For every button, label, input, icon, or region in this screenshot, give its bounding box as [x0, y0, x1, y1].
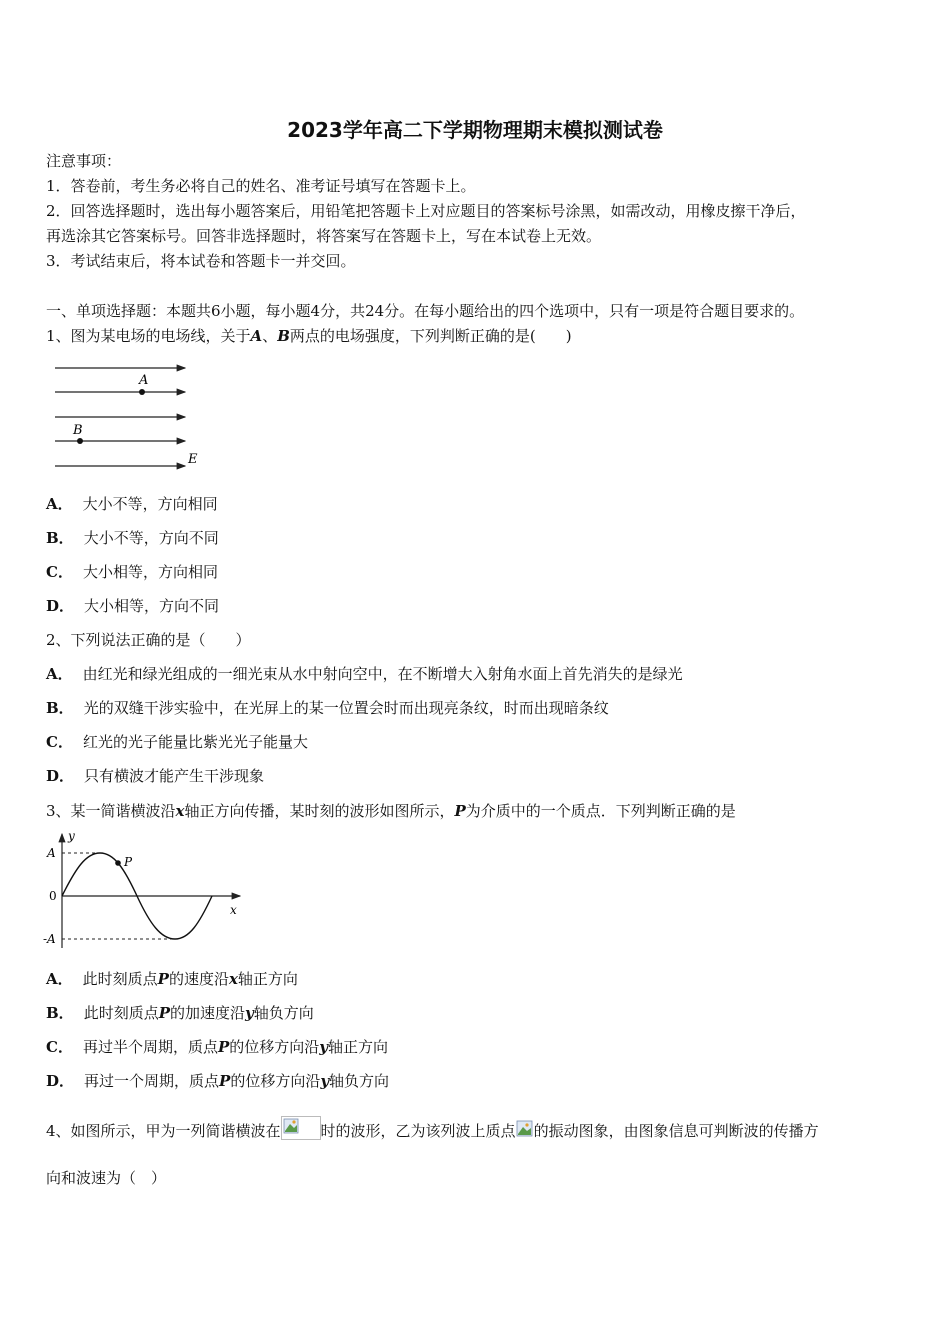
- q4-stem-part: 时的波形，乙为该列波上质点: [320, 1122, 516, 1140]
- notice-item: 3．考试结束后，将本试卷和答题卡一并交回。: [46, 252, 356, 270]
- x-axis-label: x: [230, 903, 237, 917]
- option-text: 大小相等，方向不同: [84, 597, 220, 615]
- particle-p-dot: [115, 860, 121, 866]
- option-var: P: [158, 1004, 170, 1022]
- q3-option: [46, 969, 298, 989]
- neg-amplitude-label: -A: [43, 932, 56, 946]
- option-text: 大小不等，方向相同: [82, 495, 218, 513]
- option-text: 红光的光子能量比紫光光子能量大: [82, 733, 308, 751]
- option-text: 再过半个周期，质点: [82, 1038, 218, 1056]
- notice-item: 2．回答选择题时，选出每小题答案后，用铅笔把答题卡上对应题目的答案标号涂黑，如需改动，用橡皮擦干净后，: [46, 202, 806, 220]
- notice-item: 再选涂其它答案标号。回答非选择题时，将答案写在答题卡上，写在本试卷上无效。: [46, 227, 602, 245]
- q1-option: [46, 562, 218, 582]
- option-letter: B．: [46, 529, 74, 547]
- option-text: 此时刻质点: [83, 1004, 159, 1022]
- option-letter: A．: [46, 665, 73, 683]
- option-text: 轴负方向: [329, 1072, 390, 1090]
- q1-var-a: A: [250, 327, 263, 345]
- q2-option: [46, 698, 609, 718]
- amplitude-label: A: [47, 846, 56, 860]
- option-text: 由红光和绿光组成的一细光束从水中射向空中，在不断增大入射角水面上首先消失的是绿光: [82, 665, 683, 683]
- field-e-label: E: [188, 452, 198, 467]
- option-letter: D．: [46, 597, 75, 615]
- q3-stem-part: 3、某一简谐横波沿: [46, 802, 176, 820]
- q3-stem-part: 轴正方向传播，某时刻的波形如图所示，: [184, 802, 455, 820]
- q3-option: [46, 1071, 389, 1091]
- option-letter: D．: [46, 767, 75, 785]
- option-text: 的位移方向沿: [230, 1072, 321, 1090]
- option-text: 轴正方向: [327, 1038, 388, 1056]
- section-heading: 一、单项选择题：本题共6小题，每小题4分，共24分。在每小题给出的四个选项中，只有一项是符合题目要求的。: [46, 302, 805, 320]
- broken-image-icon: [281, 1116, 321, 1140]
- option-text: 大小不等，方向不同: [83, 529, 219, 547]
- q2-option: [46, 766, 264, 786]
- wave-graph-figure: [40, 828, 250, 953]
- q4-stem-part: 4、如图所示，甲为一列简谐横波在: [46, 1122, 281, 1140]
- q3-option: [46, 1003, 314, 1023]
- origin-label: 0: [49, 889, 57, 903]
- question-3-stem: [46, 801, 736, 821]
- q3-var-x: x: [175, 802, 185, 820]
- option-letter: B．: [46, 1004, 74, 1022]
- q2-option: [46, 732, 308, 752]
- broken-image-icon: [516, 1120, 534, 1140]
- q1-option: [46, 528, 219, 548]
- option-text: 再过一个周期，质点: [84, 1072, 220, 1090]
- point-b-label: B: [73, 423, 83, 438]
- page-title: 2023学年高二下学期物理期末模拟测试卷: [287, 118, 663, 142]
- q1-var-b: B: [277, 327, 290, 345]
- y-axis-label: y: [68, 829, 75, 843]
- option-text: 的加速度沿: [169, 1004, 245, 1022]
- q1-sep: 、: [262, 327, 278, 345]
- question-4-stem: [46, 1116, 819, 1141]
- option-var: P: [217, 1038, 230, 1056]
- q1-option: [46, 494, 218, 514]
- option-text: 大小相等，方向相同: [82, 563, 218, 581]
- option-letter: A．: [46, 495, 73, 513]
- option-letter: A．: [46, 970, 73, 988]
- option-text: 轴负方向: [253, 1004, 314, 1022]
- option-text: 的速度沿: [168, 970, 229, 988]
- electric-field-figure: [50, 356, 210, 474]
- q3-option: [46, 1037, 388, 1057]
- point-b-dot: [77, 438, 83, 444]
- particle-p-label: P: [124, 855, 133, 869]
- option-var: y: [245, 1004, 254, 1022]
- option-text: 只有横波才能产生干涉现象: [84, 767, 265, 785]
- q2-option: [46, 664, 683, 684]
- q3-var-p: P: [454, 802, 466, 820]
- option-letter: C．: [46, 1038, 73, 1056]
- option-var: y: [319, 1038, 328, 1056]
- option-var: y: [320, 1072, 330, 1090]
- option-letter: B．: [46, 699, 74, 717]
- question-1-stem: [46, 326, 572, 346]
- option-var: P: [219, 1072, 231, 1090]
- option-var: P: [157, 970, 169, 988]
- option-text: 轴正方向: [237, 970, 298, 988]
- question-2-stem: 2、下列说法正确的是（ ）: [46, 631, 251, 649]
- option-letter: C．: [46, 733, 73, 751]
- point-a-dot: [139, 389, 145, 395]
- notice-heading: 注意事项：: [46, 152, 122, 170]
- option-var: x: [228, 970, 238, 988]
- question-4-stem-line2: 向和波速为（ ）: [46, 1169, 167, 1187]
- option-letter: C．: [46, 563, 73, 581]
- q1-suffix: 两点的电场强度，下列判断正确的是( ): [289, 327, 572, 345]
- q1-option: [46, 596, 219, 616]
- option-text: 此时刻质点: [82, 970, 158, 988]
- point-a-label: A: [139, 373, 149, 388]
- option-text: 光的双缝干涉实验中，在光屏上的某一位置会时而出现亮条纹，时而出现暗条纹: [83, 699, 609, 717]
- q4-stem-part: 的振动图象，由图象信息可判断波的传播方: [533, 1122, 819, 1140]
- option-letter: D．: [46, 1072, 75, 1090]
- notice-item: 1．答卷前，考生务必将自己的姓名、准考证号填写在答题卡上。: [46, 177, 476, 195]
- q1-prefix: 1、图为某电场的电场线，关于: [46, 327, 251, 345]
- q3-stem-part: 为介质中的一个质点．下列判断正确的是: [465, 802, 736, 820]
- option-text: 的位移方向沿: [229, 1038, 320, 1056]
